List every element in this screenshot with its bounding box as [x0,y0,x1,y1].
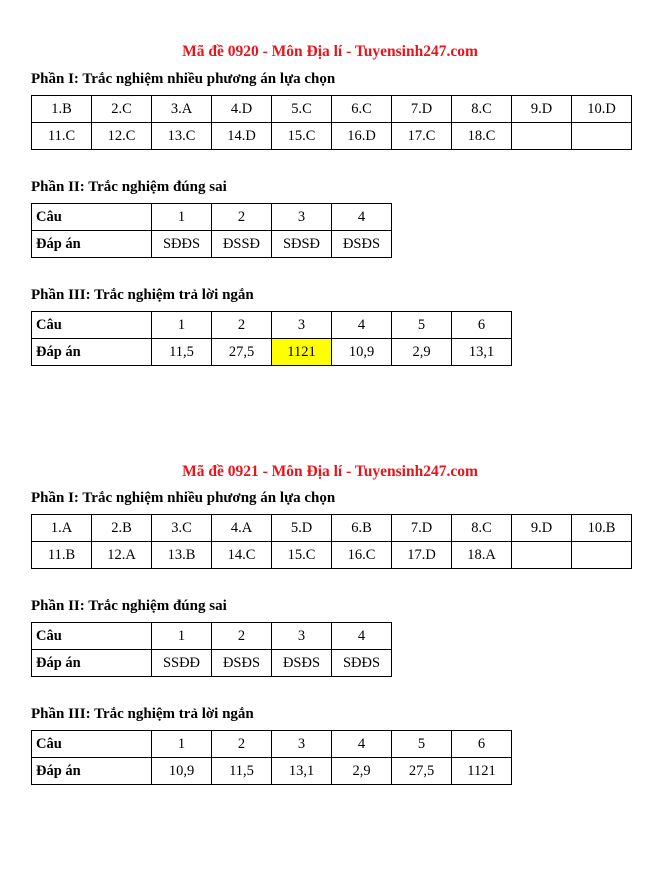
answer-cell: 5.C [272,96,332,123]
answer-cell: 7.D [392,515,452,542]
answer-cell: 10.B [572,515,632,542]
table-row [32,542,632,569]
answer-cell: SĐSĐ [272,231,332,258]
answer-cell: 13,1 [452,339,512,366]
question-label: Câu [32,312,152,339]
answer-cell: ĐSĐS [272,650,332,677]
answer-cell: 2,9 [332,758,392,785]
question-number: 2 [212,204,272,231]
question-number: 2 [212,731,272,758]
part3-heading: Phần III: Trắc nghiệm trả lời ngắn [31,706,254,722]
question-number: 2 [212,623,272,650]
table-row [32,758,512,785]
part3-heading: Phần III: Trắc nghiệm trả lời ngắn [31,287,254,303]
question-number: 4 [332,204,392,231]
part2-heading: Phần II: Trắc nghiệm đúng sai [31,179,227,195]
answer-cell [512,542,572,569]
question-number: 1 [152,731,212,758]
answer-cell [512,123,572,150]
answer-label: Đáp án [32,758,152,785]
question-number: 3 [272,731,332,758]
answer-cell [572,542,632,569]
answer-cell: 14.D [212,123,272,150]
answer-cell: 11,5 [212,758,272,785]
exam-title: Mã đề 0920 - Môn Địa lí - Tuyensinh247.com [182,43,478,60]
table-row [32,123,632,150]
question-number: 3 [272,312,332,339]
part2-heading: Phần II: Trắc nghiệm đúng sai [31,598,227,614]
answer-cell: ĐSĐS [212,650,272,677]
question-number: 1 [152,312,212,339]
highlighted-answer-cell: 1121 [272,339,332,366]
answer-cell: 1.B [32,96,92,123]
answer-cell: 11.C [32,123,92,150]
part1-table [31,95,632,150]
table-row [32,731,512,758]
answer-cell: 3.A [152,96,212,123]
question-number: 5 [392,312,452,339]
answer-cell: 2.B [92,515,152,542]
answer-cell: 5.D [272,515,332,542]
answer-cell: 15.C [272,123,332,150]
exam-title: Mã đề 0921 - Môn Địa lí - Tuyensinh247.com [182,463,478,480]
question-number: 4 [332,312,392,339]
question-label: Câu [32,623,152,650]
question-number: 2 [212,312,272,339]
question-number: 6 [452,731,512,758]
answer-cell: 2.C [92,96,152,123]
answer-cell: 12.A [92,542,152,569]
answer-cell: 18.C [452,123,512,150]
question-number: 6 [452,312,512,339]
part1-heading: Phần I: Trắc nghiệm nhiều phương án lựa chọn [31,490,336,506]
answer-cell: 10,9 [152,758,212,785]
answer-cell: 15.C [272,542,332,569]
table-row [32,623,392,650]
answer-cell: 4.A [212,515,272,542]
question-label: Câu [32,731,152,758]
answer-cell: 13.C [152,123,212,150]
answer-cell: 13.B [152,542,212,569]
answer-cell: 7.D [392,96,452,123]
answer-label: Đáp án [32,231,152,258]
answer-cell: 6.C [332,96,392,123]
answer-cell: 11,5 [152,339,212,366]
answer-cell: 10,9 [332,339,392,366]
answer-cell: 11.B [32,542,92,569]
question-number: 1 [152,204,212,231]
answer-cell: 9.D [512,515,572,542]
question-number: 4 [332,731,392,758]
answer-cell: 3.C [152,515,212,542]
answer-cell: 4.D [212,96,272,123]
part3-table [31,311,512,366]
answer-cell: 27,5 [392,758,452,785]
part2-table [31,622,392,677]
answer-cell: 18.A [452,542,512,569]
answer-cell: 16.D [332,123,392,150]
table-row [32,96,632,123]
answer-cell: 17.D [392,542,452,569]
answer-cell: SSĐĐ [152,650,212,677]
question-number: 3 [272,204,332,231]
answer-cell: 6.B [332,515,392,542]
answer-cell: 27,5 [212,339,272,366]
answer-cell [572,123,632,150]
table-row [32,231,392,258]
question-number: 4 [332,623,392,650]
answer-cell: 12.C [92,123,152,150]
answer-cell: 17.C [392,123,452,150]
answer-cell: 8.C [452,515,512,542]
answer-cell: SĐĐS [332,650,392,677]
answer-cell: 9.D [512,96,572,123]
answer-label: Đáp án [32,650,152,677]
question-number: 5 [392,731,452,758]
answer-cell: 10.D [572,96,632,123]
table-row [32,650,392,677]
part2-table [31,203,392,258]
answer-cell: 16.C [332,542,392,569]
answer-cell: 8.C [452,96,512,123]
answer-cell: SĐĐS [152,231,212,258]
question-number: 3 [272,623,332,650]
part3-table [31,730,512,785]
answer-cell: 2,9 [392,339,452,366]
table-row [32,515,632,542]
answer-cell: ĐSSĐ [212,231,272,258]
answer-cell: 1121 [452,758,512,785]
answer-cell: 1.A [32,515,92,542]
part1-heading: Phần I: Trắc nghiệm nhiều phương án lựa chọn [31,71,336,87]
question-number: 1 [152,623,212,650]
answer-cell: 13,1 [272,758,332,785]
table-row [32,204,392,231]
table-row [32,312,512,339]
answer-cell: ĐSĐS [332,231,392,258]
table-row [32,339,512,366]
answer-cell: 14.C [212,542,272,569]
answer-label: Đáp án [32,339,152,366]
question-label: Câu [32,204,152,231]
part1-table [31,514,632,569]
